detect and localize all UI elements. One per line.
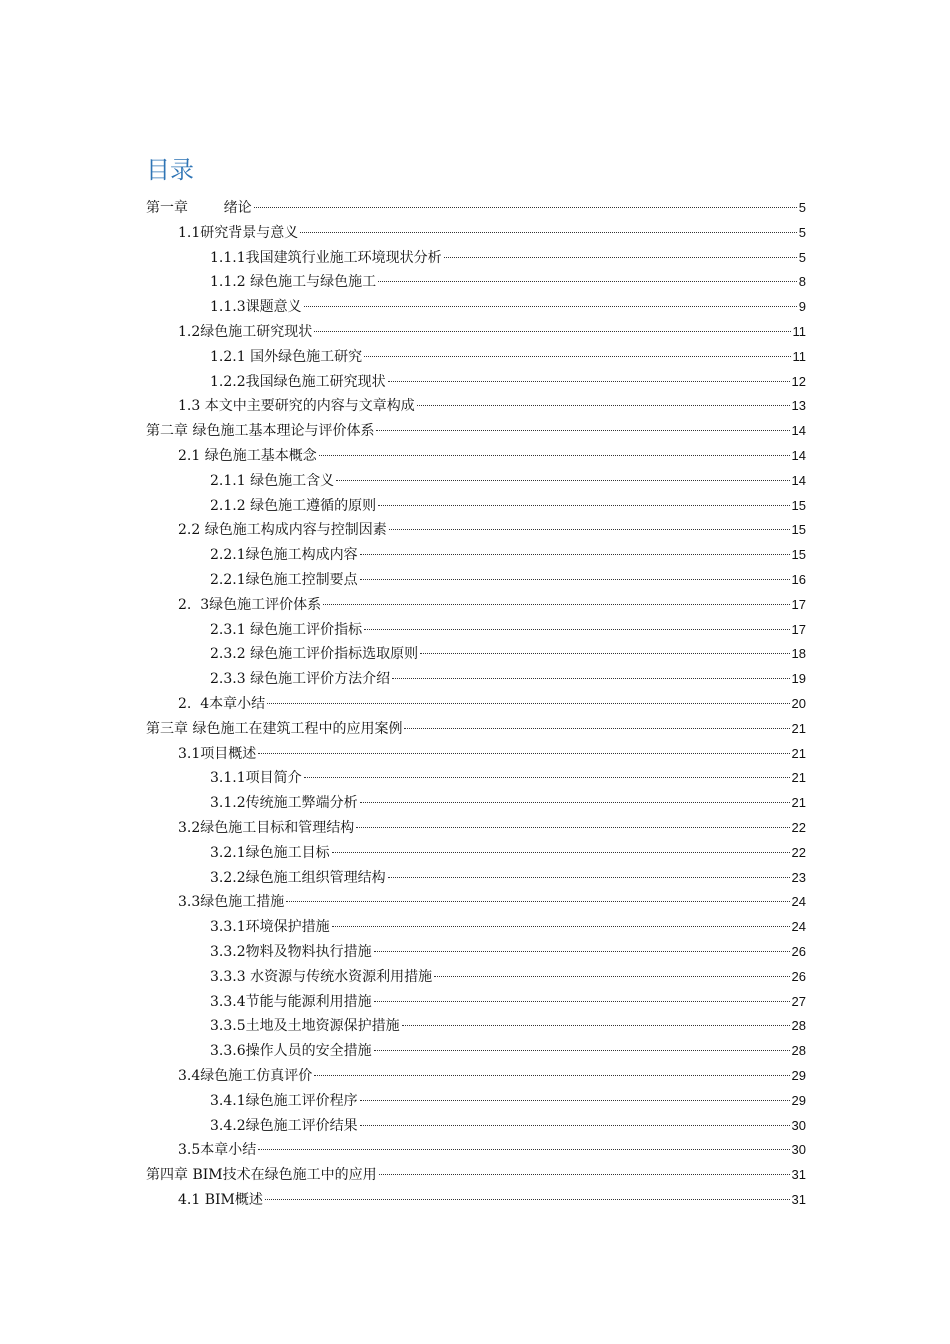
toc-entry[interactable] bbox=[178, 1138, 806, 1162]
dot-leader bbox=[379, 1174, 790, 1175]
dot-leader bbox=[356, 827, 789, 828]
toc-entry-page-number: 31 bbox=[791, 1192, 806, 1207]
dot-leader bbox=[402, 1025, 790, 1026]
toc-entry-page-number: 21 bbox=[791, 795, 806, 811]
toc-entry[interactable] bbox=[178, 221, 806, 245]
toc-entry-label: 3.3.6操作人员的安全措施 bbox=[210, 1043, 372, 1060]
toc-entry[interactable] bbox=[146, 419, 806, 443]
toc-entry-page-number: 14 bbox=[791, 448, 806, 463]
dot-leader bbox=[314, 1075, 789, 1076]
toc-entry[interactable] bbox=[210, 246, 806, 270]
toc-entry-label: 2.3.2 绿色施工评价指标选取原则 bbox=[210, 646, 419, 663]
dot-leader bbox=[314, 331, 790, 332]
toc-entry-label: 3.2.1绿色施工目标 bbox=[210, 844, 330, 861]
toc-entry-label: 1.2.1 国外绿色施工研究 bbox=[210, 348, 363, 365]
toc-entry[interactable] bbox=[146, 717, 806, 741]
toc-entry-page-number: 21 bbox=[791, 720, 806, 736]
dot-leader bbox=[378, 281, 797, 282]
toc-entry[interactable] bbox=[210, 370, 806, 394]
toc-entry-page-number: 11 bbox=[792, 324, 806, 339]
toc-entry[interactable] bbox=[178, 890, 806, 914]
toc-entry-page-number: 27 bbox=[791, 993, 806, 1009]
toc-entry-page-number: 24 bbox=[791, 894, 806, 910]
toc-entry-label: 3.3.2物料及物料执行措施 bbox=[210, 944, 372, 960]
toc-entry[interactable] bbox=[210, 543, 806, 567]
toc-entry-page-number: 26 bbox=[791, 968, 806, 984]
toc-entry-page-number: 23 bbox=[791, 869, 806, 885]
toc-entry-label: 3.4.2绿色施工评价结果 bbox=[210, 1117, 358, 1134]
toc-entry-label: 3.2.2绿色施工组织管理结构 bbox=[210, 869, 386, 886]
toc-entry-label: 第二章 绿色施工基本理论与评价体系 bbox=[146, 423, 375, 440]
toc-entry-page-number: 21 bbox=[791, 770, 806, 786]
dot-leader bbox=[360, 1125, 790, 1126]
toc-entry[interactable] bbox=[178, 320, 806, 344]
toc-entry[interactable] bbox=[178, 1064, 806, 1088]
toc-entry[interactable] bbox=[210, 469, 806, 493]
toc-entry-page-number: 21 bbox=[791, 745, 806, 761]
toc-entry-page-number: 5 bbox=[798, 224, 806, 240]
toc-entry-label: 2.2.1绿色施工构成内容 bbox=[210, 547, 358, 564]
toc-entry[interactable] bbox=[210, 295, 806, 319]
toc-entry-label: 1.2.2我国绿色施工研究现状 bbox=[210, 373, 386, 390]
toc-entry[interactable] bbox=[210, 1114, 806, 1138]
toc-entry-page-number: 16 bbox=[791, 572, 806, 587]
dot-leader bbox=[364, 356, 790, 357]
dot-leader bbox=[254, 207, 797, 208]
toc-entry-page-number: 19 bbox=[791, 671, 806, 687]
dot-leader bbox=[286, 901, 789, 902]
toc-entry[interactable] bbox=[210, 494, 806, 518]
toc-entry[interactable] bbox=[178, 593, 806, 617]
dot-leader bbox=[444, 257, 797, 258]
dot-leader bbox=[417, 405, 790, 406]
dot-leader bbox=[360, 1100, 790, 1101]
dot-leader bbox=[258, 753, 789, 754]
toc-entry[interactable] bbox=[210, 1089, 806, 1113]
toc-title: 目录 bbox=[146, 156, 194, 184]
toc-entry-label: 3.3.3 水资源与传统水资源利用措施 bbox=[210, 968, 433, 985]
toc-entry-page-number: 20 bbox=[791, 696, 806, 711]
dot-leader bbox=[364, 629, 789, 630]
toc-entry-label: 2. 4本章小结 bbox=[178, 696, 266, 712]
toc-entry-label: 3.3.4节能与能源利用措施 bbox=[210, 993, 372, 1010]
toc-entry-page-number: 18 bbox=[791, 646, 806, 662]
toc-entry-label: 2.3.1 绿色施工评价指标 bbox=[210, 621, 363, 638]
dot-leader bbox=[420, 653, 789, 654]
toc-entry-page-number: 5 bbox=[798, 200, 806, 215]
toc-entry-page-number: 29 bbox=[791, 1092, 806, 1108]
toc-entry-label: 第四章 BIM技术在绿色施工中的应用 bbox=[146, 1167, 377, 1184]
dot-leader bbox=[388, 381, 790, 382]
toc-entry-label: 2.1.2 绿色施工遵循的原则 bbox=[210, 497, 377, 514]
dot-leader bbox=[404, 728, 789, 729]
toc-entry-page-number: 9 bbox=[798, 299, 806, 315]
toc-entry-label: 2. 3绿色施工评价体系 bbox=[178, 596, 322, 613]
toc-entry-label: 第三章 绿色施工在建筑工程中的应用案例 bbox=[146, 720, 403, 737]
dot-leader bbox=[267, 703, 789, 704]
dot-leader bbox=[360, 579, 790, 580]
toc-entry-label: 3.3.1环境保护措施 bbox=[210, 919, 330, 936]
dot-leader bbox=[434, 976, 789, 977]
toc-entry[interactable] bbox=[210, 940, 806, 964]
toc-entry-page-number: 13 bbox=[791, 398, 806, 414]
toc-entry-page-number: 17 bbox=[791, 596, 806, 612]
toc-entry[interactable] bbox=[210, 915, 806, 939]
toc-entry-label: 1.2绿色施工研究现状 bbox=[178, 324, 313, 340]
toc-entry[interactable] bbox=[178, 816, 806, 840]
toc-entry-label: 1.3 本文中主要研究的内容与文章构成 bbox=[178, 398, 415, 415]
dot-leader bbox=[389, 529, 790, 530]
toc-entry-label: 3.1.1项目简介 bbox=[210, 770, 302, 787]
toc-entry-label: 1.1.3课题意义 bbox=[210, 299, 302, 316]
toc-entry-label: 3.1项目概述 bbox=[178, 745, 257, 762]
dot-leader bbox=[304, 306, 797, 307]
toc-entry-page-number: 22 bbox=[791, 844, 806, 860]
toc-entry[interactable] bbox=[178, 742, 806, 766]
toc-entry-label: 3.4绿色施工仿真评价 bbox=[178, 1068, 313, 1084]
dot-leader bbox=[265, 1199, 790, 1200]
toc-entry-label: 3.2绿色施工目标和管理结构 bbox=[178, 820, 355, 836]
dot-leader bbox=[304, 777, 790, 778]
dot-leader bbox=[360, 554, 790, 555]
toc-entry[interactable] bbox=[210, 642, 806, 666]
dot-leader bbox=[360, 802, 790, 803]
toc-entry[interactable] bbox=[178, 394, 806, 418]
toc-entry-page-number: 28 bbox=[791, 1018, 806, 1034]
toc-entry-label: 1.1研究背景与意义 bbox=[178, 224, 299, 241]
toc-entry-page-number: 14 bbox=[791, 472, 806, 488]
toc-entry[interactable] bbox=[210, 766, 806, 790]
toc-entry-label: 1.1.1我国建筑行业施工环境现状分析 bbox=[210, 249, 442, 266]
dot-leader bbox=[374, 1050, 790, 1051]
dot-leader bbox=[258, 1149, 789, 1150]
dot-leader bbox=[374, 951, 790, 952]
toc-entry[interactable] bbox=[178, 692, 806, 716]
toc-entry[interactable] bbox=[210, 667, 806, 691]
toc-entry-label: 2.1.1 绿色施工含义 bbox=[210, 472, 335, 489]
toc-entry-label: 第一章 绪论 bbox=[146, 200, 252, 216]
toc-entry-page-number: 31 bbox=[791, 1167, 806, 1183]
dot-leader bbox=[388, 877, 790, 878]
toc-entry-page-number: 8 bbox=[798, 274, 806, 290]
toc-entry-page-number: 30 bbox=[791, 1117, 806, 1133]
toc-entry[interactable] bbox=[210, 568, 806, 592]
toc-entry-label: 1.1.2 绿色施工与绿色施工 bbox=[210, 274, 377, 291]
toc-entry[interactable] bbox=[210, 1039, 806, 1063]
toc-entry-label: 4.1 BIM概述 bbox=[178, 1192, 263, 1208]
dot-leader bbox=[374, 1001, 790, 1002]
toc-entry-page-number: 15 bbox=[791, 522, 806, 538]
toc-entry-page-number: 12 bbox=[791, 373, 806, 389]
toc-entry[interactable] bbox=[210, 866, 806, 890]
toc-entry[interactable] bbox=[210, 345, 806, 369]
toc-entry[interactable] bbox=[146, 1163, 806, 1187]
toc-entry[interactable] bbox=[210, 618, 806, 642]
toc-entry-page-number: 15 bbox=[791, 547, 806, 563]
toc-entry-page-number: 24 bbox=[791, 919, 806, 935]
toc-entry-label: 3.4.1绿色施工评价程序 bbox=[210, 1092, 358, 1109]
toc-entry-page-number: 5 bbox=[798, 249, 806, 265]
dot-leader bbox=[323, 604, 789, 605]
dot-leader bbox=[376, 430, 789, 431]
dot-leader bbox=[392, 678, 789, 679]
toc-entry-page-number: 22 bbox=[791, 820, 806, 835]
toc-entry[interactable] bbox=[210, 841, 806, 865]
toc-entry[interactable] bbox=[210, 990, 806, 1014]
toc-entry[interactable] bbox=[178, 1188, 806, 1212]
toc-entry[interactable] bbox=[178, 518, 806, 542]
toc-entry-page-number: 30 bbox=[791, 1142, 806, 1158]
toc-entry[interactable] bbox=[210, 1014, 806, 1038]
dot-leader bbox=[332, 852, 790, 853]
toc-entry-page-number: 14 bbox=[791, 423, 806, 439]
dot-leader bbox=[319, 455, 790, 456]
toc-entry-page-number: 28 bbox=[791, 1043, 806, 1059]
toc-entry-label: 2.1 绿色施工基本概念 bbox=[178, 448, 317, 464]
toc-entry[interactable] bbox=[210, 270, 806, 294]
dot-leader bbox=[378, 505, 789, 506]
toc-entry-page-number: 11 bbox=[792, 348, 806, 364]
toc-entry-label: 2.2.1绿色施工控制要点 bbox=[210, 572, 358, 588]
toc-entry-label: 3.3绿色施工措施 bbox=[178, 894, 285, 911]
toc-entry-label: 3.3.5土地及土地资源保护措施 bbox=[210, 1018, 400, 1035]
toc-entry-page-number: 26 bbox=[791, 944, 806, 959]
toc-entry-page-number: 17 bbox=[791, 621, 806, 637]
toc-entry-label: 3.1.2传统施工弊端分析 bbox=[210, 795, 358, 812]
dot-leader bbox=[300, 232, 797, 233]
toc-entry[interactable] bbox=[210, 791, 806, 815]
toc-entry-label: 2.3.3 绿色施工评价方法介绍 bbox=[210, 671, 391, 688]
toc-entry[interactable] bbox=[146, 196, 806, 220]
toc-entry[interactable] bbox=[178, 444, 806, 468]
toc-entry-label: 3.5本章小结 bbox=[178, 1142, 257, 1159]
toc-entry[interactable] bbox=[210, 965, 806, 989]
dot-leader bbox=[332, 926, 790, 927]
dot-leader bbox=[336, 480, 789, 481]
toc-entry-label: 2.2 绿色施工构成内容与控制因素 bbox=[178, 522, 387, 539]
toc-entry-page-number: 29 bbox=[791, 1068, 806, 1083]
toc-entry-page-number: 15 bbox=[791, 497, 806, 513]
